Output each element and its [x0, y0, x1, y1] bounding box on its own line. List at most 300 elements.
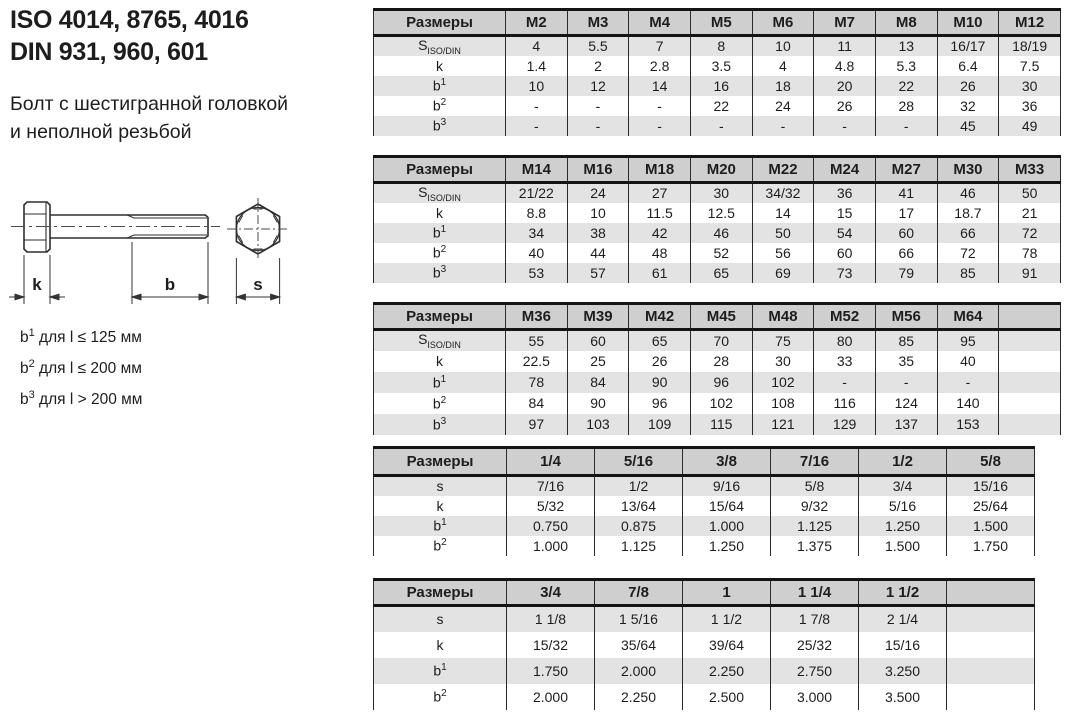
value-cell: 9/16: [683, 476, 771, 496]
value-cell: 57: [567, 263, 629, 283]
table-row: [374, 516, 1035, 536]
value-cell: 124: [875, 393, 937, 414]
value-cell: 1 5/16: [595, 606, 683, 632]
value-cell: 18/19: [999, 36, 1061, 56]
value-cell: 0.750: [507, 516, 595, 536]
table-row: [374, 223, 1061, 243]
column-header: M39: [567, 304, 629, 330]
value-cell: 26: [629, 351, 691, 372]
value-cell: 69: [752, 263, 814, 283]
table-row: [374, 116, 1061, 136]
value-cell: 24: [567, 183, 629, 203]
value-cell: 4: [752, 56, 814, 76]
value-cell: 42: [629, 223, 691, 243]
column-header: [947, 580, 1035, 606]
value-cell: -: [752, 116, 814, 136]
column-header: M36: [506, 304, 568, 330]
value-cell: 28: [875, 96, 937, 116]
value-cell: 84: [567, 372, 629, 393]
value-cell: 26: [937, 76, 999, 96]
value-cell: -: [567, 96, 629, 116]
value-cell: 90: [629, 372, 691, 393]
column-header: 1/2: [859, 448, 947, 476]
value-cell: 35: [875, 351, 937, 372]
row-label: $b^1$: [432, 373, 447, 391]
row-label: $b^2$: [432, 394, 447, 412]
row-label: $b^1$: [433, 662, 447, 679]
value-cell: -: [690, 116, 752, 136]
value-cell: 96: [629, 393, 691, 414]
value-cell: 140: [937, 393, 999, 414]
column-header: 5/16: [595, 448, 683, 476]
table-row: [374, 56, 1061, 76]
table-row: [374, 243, 1061, 263]
value-cell: 5.3: [875, 56, 937, 76]
value-cell: 15: [814, 203, 876, 223]
value-cell: [947, 658, 1035, 684]
value-cell: 22.5: [506, 351, 568, 372]
value-cell: 8: [690, 36, 752, 56]
value-cell: 84: [506, 393, 568, 414]
value-cell: 16: [690, 76, 752, 96]
row-label: k: [436, 497, 444, 514]
table-row: [374, 536, 1035, 556]
table-row: [374, 684, 1035, 710]
column-header: [999, 304, 1061, 330]
table-row: [374, 372, 1061, 393]
value-cell: 16/17: [937, 36, 999, 56]
column-header: 7/8: [595, 580, 683, 606]
table-row: [374, 203, 1061, 223]
value-cell: 6.4: [937, 56, 999, 76]
value-cell: 30: [999, 76, 1061, 96]
column-header: M45: [690, 304, 752, 330]
row-label-header: Размеры: [406, 584, 474, 601]
value-cell: 10: [567, 203, 629, 223]
value-cell: 97: [506, 414, 568, 435]
value-cell: 53: [506, 263, 568, 283]
bolt-head-end-view: [227, 198, 289, 260]
table-row: [374, 263, 1061, 283]
value-cell: 8.8: [506, 203, 568, 223]
value-cell: 3.000: [771, 684, 859, 710]
arrow-left: [132, 294, 141, 300]
dimension-table-inch-large: [373, 578, 1035, 710]
table-row: [374, 351, 1061, 372]
table-row: [374, 496, 1035, 516]
table-row: [374, 658, 1035, 684]
value-cell: 2.8: [629, 56, 691, 76]
value-cell: 10: [752, 36, 814, 56]
column-header: 1 1/4: [771, 580, 859, 606]
value-cell: 85: [875, 330, 937, 351]
value-cell: 1.250: [683, 536, 771, 556]
row-label-header: Размеры: [406, 161, 473, 178]
value-cell: 2.750: [771, 658, 859, 684]
row-label: k: [436, 57, 443, 74]
value-cell: 18.7: [937, 203, 999, 223]
column-header: M5: [690, 10, 752, 36]
value-cell: 12: [567, 76, 629, 96]
dimension-table-m36-m64: [373, 302, 1061, 435]
value-cell: 46: [937, 183, 999, 203]
row-label: $b^3$: [432, 415, 447, 433]
value-cell: 102: [752, 372, 814, 393]
column-header: M22: [752, 157, 814, 183]
column-header: M12: [999, 10, 1061, 36]
row-label: k: [436, 636, 444, 653]
value-cell: 40: [506, 243, 568, 263]
column-header: M14: [506, 157, 568, 183]
value-cell: 15/32: [507, 632, 595, 658]
row-label: $b^3$: [432, 264, 447, 282]
value-cell: 32: [937, 96, 999, 116]
arrow-right: [199, 294, 208, 300]
value-cell: -: [506, 116, 568, 136]
column-header: M18: [629, 157, 691, 183]
arrow-right: [271, 294, 280, 300]
value-cell: 129: [814, 414, 876, 435]
value-cell: 60: [567, 330, 629, 351]
description-line-1: Болт с шестигранной головкой: [10, 93, 289, 115]
value-cell: 115: [690, 414, 752, 435]
value-cell: 50: [999, 183, 1061, 203]
value-cell: 12.5: [690, 203, 752, 223]
value-cell: 72: [999, 223, 1061, 243]
dimension-k: [9, 255, 65, 304]
column-header: M10: [937, 10, 999, 36]
value-cell: 45: [937, 116, 999, 136]
value-cell: 54: [814, 223, 876, 243]
column-header: M24: [814, 157, 876, 183]
column-header: M8: [875, 10, 937, 36]
table-row: [374, 76, 1061, 96]
value-cell: 7/16: [507, 476, 595, 496]
value-cell: 40: [937, 351, 999, 372]
value-cell: 72: [937, 243, 999, 263]
value-cell: 61: [629, 263, 691, 283]
product-description: [10, 90, 288, 146]
table-row: [374, 330, 1061, 351]
row-label: $b^1$: [432, 77, 447, 95]
value-cell: 103: [567, 414, 629, 435]
value-cell: [999, 330, 1061, 351]
column-header: 7/16: [771, 448, 859, 476]
arrow-left: [236, 294, 245, 300]
value-cell: 91: [999, 263, 1061, 283]
value-cell: 3/4: [859, 476, 947, 496]
value-cell: 22: [875, 76, 937, 96]
value-cell: 11.5: [629, 203, 691, 223]
value-cell: 3.5: [690, 56, 752, 76]
value-cell: 41: [875, 183, 937, 203]
value-cell: 60: [875, 223, 937, 243]
value-cell: 79: [875, 263, 937, 283]
value-cell: 80: [814, 330, 876, 351]
value-cell: 65: [690, 263, 752, 283]
column-header: 3/8: [683, 448, 771, 476]
value-cell: 137: [875, 414, 937, 435]
dimension-b: [132, 242, 208, 304]
dimension-table-inch-small: [373, 446, 1035, 556]
row-label: $b^1$: [432, 224, 447, 242]
value-cell: [999, 393, 1061, 414]
value-cell: 96: [690, 372, 752, 393]
row-label: $S_{ISO/DIN}$: [418, 37, 461, 56]
table-row: [374, 393, 1061, 414]
value-cell: 3.500: [859, 684, 947, 710]
row-label: $S_{ISO/DIN}$: [418, 331, 461, 351]
value-cell: 13: [875, 36, 937, 56]
value-cell: 66: [875, 243, 937, 263]
column-header: M7: [814, 10, 876, 36]
value-cell: 108: [752, 393, 814, 414]
dimension-label-b: b: [164, 275, 176, 294]
value-cell: 153: [937, 414, 999, 435]
value-cell: -: [875, 372, 937, 393]
row-label: $b^1$: [433, 517, 447, 534]
value-cell: 1.375: [771, 536, 859, 556]
value-cell: 39/64: [683, 632, 771, 658]
dimension-table-m2-m12: [373, 8, 1061, 136]
table-row: [374, 632, 1035, 658]
value-cell: 5.5: [567, 36, 629, 56]
value-cell: 49: [999, 116, 1061, 136]
column-header: M52: [814, 304, 876, 330]
table-row: [374, 36, 1061, 56]
footnotes: [20, 320, 142, 413]
dimension-label-k: k: [32, 275, 42, 294]
value-cell: 28: [690, 351, 752, 372]
table-row: [374, 414, 1061, 435]
value-cell: 0.875: [595, 516, 683, 536]
value-cell: 3.250: [859, 658, 947, 684]
column-header: 1/4: [507, 448, 595, 476]
din-standards-line: DIN 931, 960, 601: [10, 38, 208, 66]
value-cell: 1.750: [507, 658, 595, 684]
row-label: k: [436, 353, 443, 369]
value-cell: 102: [690, 393, 752, 414]
row-label: s: [436, 611, 444, 628]
value-cell: 2.250: [595, 684, 683, 710]
value-cell: 95: [937, 330, 999, 351]
value-cell: 15/64: [683, 496, 771, 516]
column-header: M4: [629, 10, 691, 36]
column-header: M2: [506, 10, 568, 36]
value-cell: 36: [814, 183, 876, 203]
value-cell: 10: [506, 76, 568, 96]
value-cell: [999, 372, 1061, 393]
row-label: $b^3$: [432, 117, 447, 135]
value-cell: 116: [814, 393, 876, 414]
value-cell: 34: [506, 223, 568, 243]
value-cell: 1 7/8: [771, 606, 859, 632]
row-label: $b^2$: [433, 688, 447, 705]
column-header: M27: [875, 157, 937, 183]
row-label: $b^2$: [432, 244, 447, 262]
value-cell: 60: [814, 243, 876, 263]
value-cell: [999, 414, 1061, 435]
value-cell: 9/32: [771, 496, 859, 516]
value-cell: -: [937, 372, 999, 393]
value-cell: 66: [937, 223, 999, 243]
description-line-2: и неполной резьбой: [10, 121, 192, 143]
value-cell: 1.750: [947, 536, 1035, 556]
value-cell: 73: [814, 263, 876, 283]
value-cell: -: [814, 116, 876, 136]
value-cell: 7: [629, 36, 691, 56]
value-cell: 11: [814, 36, 876, 56]
table-row: [374, 606, 1035, 632]
value-cell: [947, 632, 1035, 658]
row-label: $b^2$: [433, 537, 447, 554]
column-header: M6: [752, 10, 814, 36]
value-cell: [947, 606, 1035, 632]
value-cell: 1.125: [771, 516, 859, 536]
column-header: M30: [937, 157, 999, 183]
value-cell: 1.000: [507, 536, 595, 556]
row-label-header: Размеры: [406, 453, 474, 470]
value-cell: 27: [629, 183, 691, 203]
column-header: 5/8: [947, 448, 1035, 476]
value-cell: 21/22: [506, 183, 568, 203]
value-cell: 33: [814, 351, 876, 372]
iso-standards-line: ISO 4014, 8765, 4016: [10, 6, 249, 34]
value-cell: 1 1/2: [683, 606, 771, 632]
footnote-b3: $b^3$ для l > 200 мм: [20, 389, 143, 409]
value-cell: -: [567, 116, 629, 136]
table-row: [374, 183, 1061, 203]
value-cell: 50: [752, 223, 814, 243]
value-cell: 121: [752, 414, 814, 435]
value-cell: 1.4: [506, 56, 568, 76]
value-cell: 55: [506, 330, 568, 351]
value-cell: 20: [814, 76, 876, 96]
column-header: M3: [567, 10, 629, 36]
value-cell: 2.000: [595, 658, 683, 684]
value-cell: 1/2: [595, 476, 683, 496]
value-cell: 1.250: [859, 516, 947, 536]
value-cell: 5/8: [771, 476, 859, 496]
value-cell: -: [506, 96, 568, 116]
row-label-header: Размеры: [406, 308, 473, 325]
column-header: 3/4: [507, 580, 595, 606]
value-cell: 78: [999, 243, 1061, 263]
table-row: [374, 96, 1061, 116]
value-cell: -: [814, 372, 876, 393]
value-cell: 48: [629, 243, 691, 263]
value-cell: 70: [690, 330, 752, 351]
value-cell: 25: [567, 351, 629, 372]
value-cell: -: [629, 116, 691, 136]
value-cell: 36: [999, 96, 1061, 116]
table-row: [374, 476, 1035, 496]
value-cell: 1 1/8: [507, 606, 595, 632]
value-cell: 21: [999, 203, 1061, 223]
arrow-right: [50, 294, 59, 300]
value-cell: 2.000: [507, 684, 595, 710]
value-cell: 1.125: [595, 536, 683, 556]
value-cell: -: [629, 96, 691, 116]
value-cell: 85: [937, 263, 999, 283]
standards-title: [10, 4, 249, 68]
value-cell: 7.5: [999, 56, 1061, 76]
value-cell: 1.500: [947, 516, 1035, 536]
footnote-b2: $b^2$ для l ≤ 200 мм: [20, 358, 142, 378]
value-cell: 4: [506, 36, 568, 56]
value-cell: 109: [629, 414, 691, 435]
value-cell: 15/16: [947, 476, 1035, 496]
value-cell: 17: [875, 203, 937, 223]
value-cell: 22: [690, 96, 752, 116]
value-cell: 46: [690, 223, 752, 243]
value-cell: [947, 684, 1035, 710]
value-cell: 90: [567, 393, 629, 414]
column-header: M64: [937, 304, 999, 330]
dimension-table-m14-m33: [373, 155, 1061, 283]
dimension-s: [236, 258, 279, 304]
bolt-side-view: [11, 202, 220, 252]
value-cell: 26: [814, 96, 876, 116]
column-header: 1: [683, 580, 771, 606]
row-label: $S_{ISO/DIN}$: [418, 184, 461, 203]
value-cell: 5/32: [507, 496, 595, 516]
column-header: M16: [567, 157, 629, 183]
column-header: M20: [690, 157, 752, 183]
value-cell: 24: [752, 96, 814, 116]
value-cell: 30: [752, 351, 814, 372]
arrow-left: [15, 294, 24, 300]
column-header: M48: [752, 304, 814, 330]
value-cell: 4.8: [814, 56, 876, 76]
value-cell: 2.250: [683, 658, 771, 684]
value-cell: 1.000: [683, 516, 771, 536]
value-cell: -: [875, 116, 937, 136]
value-cell: 75: [752, 330, 814, 351]
value-cell: 35/64: [595, 632, 683, 658]
value-cell: 65: [629, 330, 691, 351]
row-label-header: Размеры: [406, 14, 473, 31]
row-label: $b^2$: [432, 97, 447, 115]
value-cell: 1.500: [859, 536, 947, 556]
column-header: M42: [629, 304, 691, 330]
value-cell: 78: [506, 372, 568, 393]
footnote-b1: $b^1$ для l ≤ 125 мм: [20, 327, 142, 347]
value-cell: 44: [567, 243, 629, 263]
value-cell: 25/32: [771, 632, 859, 658]
value-cell: 52: [690, 243, 752, 263]
value-cell: 34/32: [752, 183, 814, 203]
column-header: M33: [999, 157, 1061, 183]
value-cell: [999, 351, 1061, 372]
column-header: M56: [875, 304, 937, 330]
dimension-label-s: s: [253, 275, 263, 294]
value-cell: 14: [629, 76, 691, 96]
row-label: s: [436, 478, 444, 495]
value-cell: 13/64: [595, 496, 683, 516]
value-cell: 56: [752, 243, 814, 263]
value-cell: 2 1/4: [859, 606, 947, 632]
value-cell: 5/16: [859, 496, 947, 516]
value-cell: 2: [567, 56, 629, 76]
bolt-technical-drawing: [6, 186, 346, 320]
value-cell: 30: [690, 183, 752, 203]
value-cell: 18: [752, 76, 814, 96]
value-cell: 25/64: [947, 496, 1035, 516]
column-header: 1 1/2: [859, 580, 947, 606]
value-cell: 15/16: [859, 632, 947, 658]
value-cell: 2.500: [683, 684, 771, 710]
